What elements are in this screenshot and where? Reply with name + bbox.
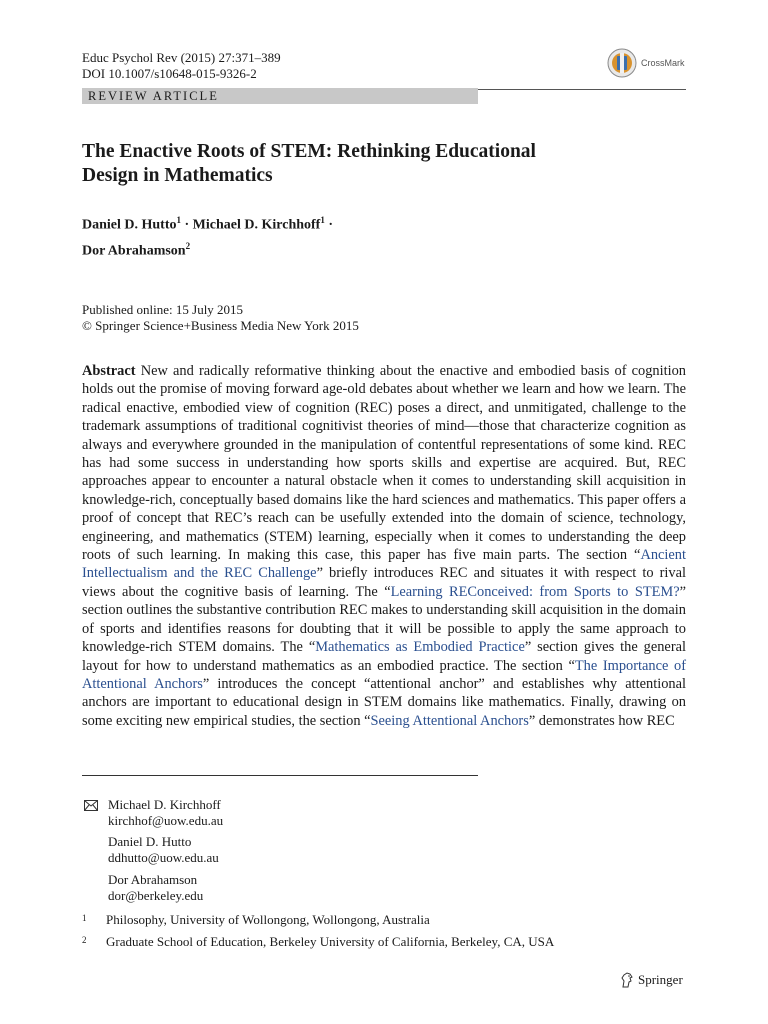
section-link[interactable]: Ancient Intellectualism and the REC Challenge [82, 547, 686, 582]
author-affiliation-mark: 1 [176, 215, 181, 225]
crossmark-badge[interactable] [607, 48, 685, 78]
affiliation-number: 2 [82, 935, 87, 945]
contact-name: Daniel D. Hutto [108, 834, 192, 849]
abstract-text: ” briefly introduces REC and situates it with respect to rival views about the cognitive basis of learning. The “ [82, 565, 687, 600]
abstract-text: New and radically reformative thinking about the enactive and embodied basis of cognition holds out the promise of moving forward age-old debates about whether we learn and how we learn. The radical enactive, embodied view of cognition (REC) poses a direct, and unmitigated, challenge to the trademark assumptions of traditional cognitivist theories of mind—those that characterize cognition as always and everywhere grounded in the manipulation of contentful representations of some kind. REC has had some success in understanding how sports skills and expertise are acquired. But, REC approaches appear to encounter a natural obstacle when it comes to understanding skill acquisition in knowledge-rich, conceptually based domains like the hard sciences and mathematics. This paper offers a proof of concept that REC’s reach can be usefully extended into the domain of science, technology, engineering, and mathematics (STEM) learning, especially when it comes to understanding the deep roots of such learning. In making this case, this paper has five main parts. The section “ [82, 363, 686, 564]
author-name[interactable]: Dor Abrahamson [82, 243, 186, 259]
paper-title [82, 140, 686, 188]
contact-name: Dor Abrahamson [108, 872, 198, 887]
affiliation-number: 1 [82, 913, 87, 923]
section-link[interactable]: Learning REConceived: from Sports to STEM? [390, 583, 680, 600]
doi[interactable]: DOI 10.1007/s10648-015-9326-2 [82, 66, 257, 81]
crossmark-icon [607, 48, 637, 78]
title-line-1: The Enactive Roots of STEM: Rethinking Educational [82, 141, 536, 162]
author-affiliation-mark: 1 [320, 215, 325, 225]
contact-entry [108, 834, 219, 866]
contact-email[interactable]: ddhutto@uow.edu.au [108, 850, 219, 865]
publisher-name: Springer [638, 972, 683, 987]
author-name[interactable]: Michael D. Kirchhoff [192, 217, 321, 233]
author-list: Daniel D. Hutto$^1$ · Michael D. Kirchhoff$^1$ · Dor Abrahamson$^2$ [82, 215, 334, 259]
contact-entry [108, 872, 203, 904]
abstract-text: ” section gives the general layout for how to understand mathematics as an embodied practice. The section “ [82, 639, 686, 674]
journal-citation: Educ Psychol Rev (2015) 27:371–389 [82, 50, 281, 65]
author-affiliation-mark: 2 [185, 240, 191, 251]
section-link[interactable]: The Importance of Attentional Anchors [82, 657, 686, 692]
abstract-heading: Abstract [82, 363, 136, 379]
abstract-text: ” section outlines the substantive contribution REC makes to understanding skill acquisition in the domain of sports and identifies reasons for doubting that it will be possible to apply the same approach to knowledge-rich STEM domains. The “ [82, 583, 686, 656]
author-name[interactable]: Daniel D. Hutto [82, 217, 177, 233]
section-link[interactable]: Mathematics as Embodied Practice [315, 639, 525, 656]
contact-name: Michael D. Kirchhoff [108, 797, 221, 812]
contact-email[interactable]: dor@berkeley.edu [108, 888, 204, 903]
footnote-rule [82, 775, 478, 776]
crossmark-label: CrossMark [641, 58, 685, 68]
abstract-text: ” demonstrates how REC [528, 712, 675, 729]
springer-horse-icon [620, 972, 634, 988]
review-article-banner [82, 88, 478, 104]
abstract [82, 362, 686, 730]
envelope-icon [84, 800, 98, 811]
journal-info [82, 50, 281, 82]
contact-email[interactable]: kirchhof@uow.edu.au [108, 813, 224, 828]
affiliation-text: Graduate School of Education, Berkeley University of California, Berkeley, CA, USA [106, 934, 555, 949]
affiliation-text: Philosophy, University of Wollongong, Wollongong, Australia [106, 912, 430, 927]
title-line-2: Design in Mathematics [82, 165, 273, 186]
section-link[interactable]: Seeing Attentional Anchors [370, 712, 529, 729]
publication-info [82, 302, 359, 334]
copyright-notice: © Springer Science+Business Media New York 2015 [82, 318, 359, 333]
contact-entry [108, 797, 223, 829]
abstract-text: ” introduces the concept “attentional anchor” and establishes why attentional anchors are important to educational design in STEM domains like mathematics. Finally, drawing on some exciting new empirical studies, the section “ [82, 675, 686, 729]
publisher-logo [620, 972, 683, 988]
published-date: Published online: 15 July 2015 [82, 302, 244, 317]
review-article-label: REVIEW ARTICLE [88, 89, 219, 103]
